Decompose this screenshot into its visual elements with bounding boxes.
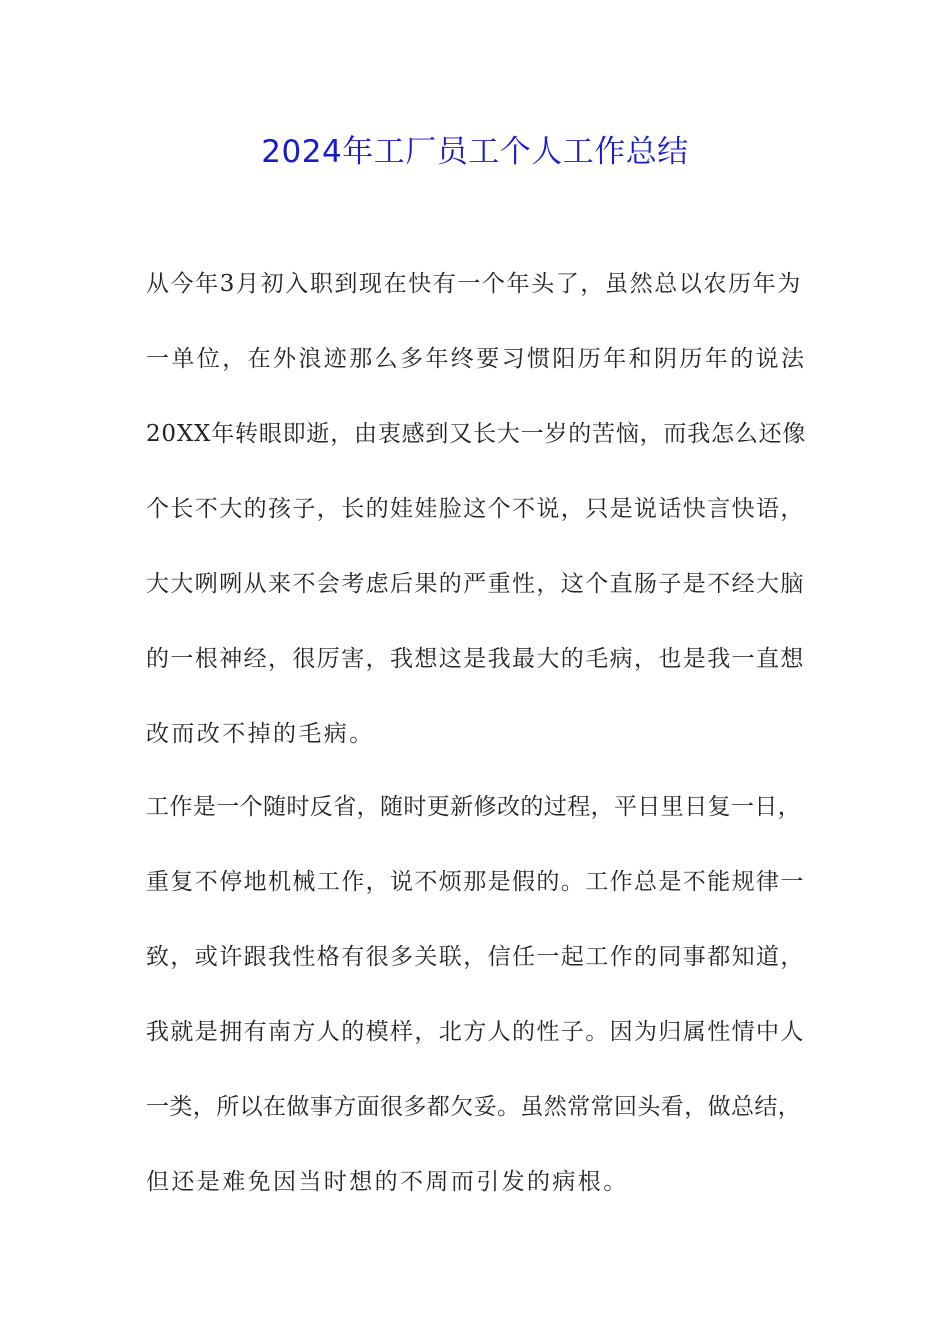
- body-line-9: 重复不停地机械工作，说不烦那是假的。工作总是不能规律一: [146, 869, 805, 895]
- body-line-4: 个长不大的孩子，长的娃娃脸这个不说，只是说话快言快语，: [146, 496, 805, 522]
- body-line-5: 大大咧咧从来不会考虑后果的严重性，这个直肠子是不经大脑: [146, 571, 805, 597]
- body-line-8: 工作是一个随时反省，随时更新修改的过程，平日里日复一日，: [146, 794, 802, 820]
- body-line-7: 改而改不掉的毛病。: [146, 721, 375, 747]
- document-title: 2024年工厂员工个人工作总结: [261, 134, 689, 170]
- body-line-12: 一类，所以在做事方面很多都欠妥。虽然常常回头看，做总结，: [146, 1094, 802, 1120]
- body-line-3: 20XX年转眼即逝，由衷感到又长大一岁的苦恼，而我怎么还像: [146, 421, 807, 447]
- body-line-1: 从今年3月初入职到现在快有一个年头了，虽然总以农历年为: [146, 271, 802, 297]
- body-line-6: 的一根神经，很厉害，我想这是我最大的毛病，也是我一直想: [146, 646, 805, 672]
- body-line-13: 但还是难免因当时想的不周而引发的病根。: [146, 1169, 629, 1195]
- body-line-11: 我就是拥有南方人的模样，北方人的性子。因为归属性情中人: [146, 1019, 805, 1045]
- body-line-2: 一单位，在外浪迹那么多年终要习惯阳历年和阴历年的说法: [146, 346, 807, 372]
- body-line-10: 致，或许跟我性格有很多关联，信任一起工作的同事都知道，: [146, 944, 805, 970]
